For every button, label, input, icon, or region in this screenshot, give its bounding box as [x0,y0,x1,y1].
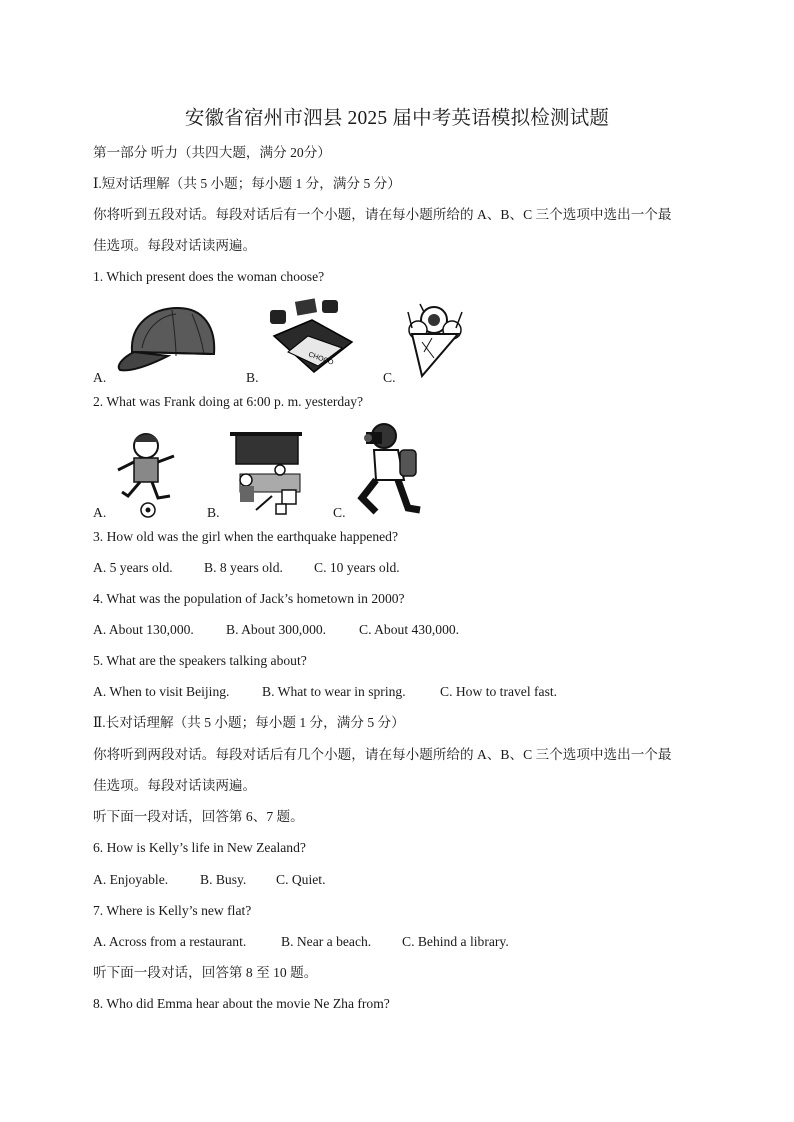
q2-option-b-label: B. [207,505,220,520]
q1-option-a-label: A. [93,370,107,385]
listen-instruction-8-10: 听下面一段对话，回答第 8 至 10 题。 [93,965,318,980]
question-6: 6. How is Kelly’s life in New Zealand? [93,840,306,855]
chocolate-label: CHOCO [307,351,335,367]
q1-option-b-label: B. [246,370,259,385]
q2-option-c-label: C. [333,505,346,520]
q3-option-b: B. 8 years old. [204,560,283,575]
q7-option-a: A. Across from a restaurant. [93,934,247,949]
question-1: 1. Which present does the woman choose? [93,269,325,284]
chocolate-picture [268,296,356,380]
q4-option-c: C. About 430,000. [359,622,460,637]
q5-option-b: B. What to wear in spring. [262,684,406,699]
section2-instruction-2: 佳选项。每段对话读两遍。 [93,778,257,793]
q5-options [93,683,557,701]
section2-heading: Ⅱ.长对话理解（共 5 小题；每小题 1 分，满分 5 分） [93,715,405,730]
question-2: 2. What was Frank doing at 6:00 p. m. yesterday? [93,394,364,409]
question-8: 8. Who did Emma hear about the movie Ne Zha from? [93,996,390,1011]
question-5: 5. What are the speakers talking about? [93,653,307,668]
q2-option-a-label: A. [93,505,107,520]
q7-options [93,933,509,951]
section1-instruction-1: 你将听到五段对话。每段对话后有一个小题，请在每小题所给的 A、B、C 三个选项中选出一个最 [93,207,672,222]
q6-option-b: B. Busy. [200,872,247,887]
question-7: 7. Where is Kelly’s new flat? [93,903,252,918]
q6-option-a: A. Enjoyable. [93,872,169,887]
page-title: 安徽省宿州市泗县 2025 届中考英语模拟检测试题 [184,108,610,129]
q5-option-a: A. When to visit Beijing. [93,684,230,699]
classroom-cleaning-picture [226,430,306,516]
q3-options [93,559,400,577]
question-4: 4. What was the population of Jack’s hometown in 2000? [93,591,405,606]
q4-option-b: B. About 300,000. [226,622,327,637]
q3-option-c: C. 10 years old. [314,560,400,575]
boy-playing-football-picture [112,430,180,518]
q1-option-c-label: C. [383,370,396,385]
man-taking-photo-picture [354,420,424,516]
q3-option-a: A. 5 years old. [93,560,173,575]
section1-heading: Ⅰ.短对话理解（共 5 小题；每小题 1 分，满分 5 分） [93,176,401,191]
q4-options [93,621,459,639]
part-heading: 第一部分 听力（共四大题，满分 20分） [93,145,331,160]
q7-option-c: C. Behind a library. [402,934,509,949]
q4-option-a: A. About 130,000. [93,622,194,637]
listen-instruction-6-7: 听下面一段对话，回答第 6、7 题。 [93,809,304,824]
question-3: 3. How old was the girl when the earthquake happened? [93,529,399,544]
q5-option-c: C. How to travel fast. [440,684,558,699]
baseball-cap-picture [112,302,220,374]
section2-instruction-1: 你将听到两段对话。每段对话后有几个小题，请在每小题所给的 A、B、C 三个选项中选出一个最 [93,747,672,762]
q7-option-b: B. Near a beach. [281,934,372,949]
section1-instruction-2: 佳选项。每段对话读两遍。 [93,238,257,253]
q6-option-c: C. Quiet. [276,872,326,887]
flower-bouquet-picture [404,302,466,378]
q6-options [93,871,325,889]
